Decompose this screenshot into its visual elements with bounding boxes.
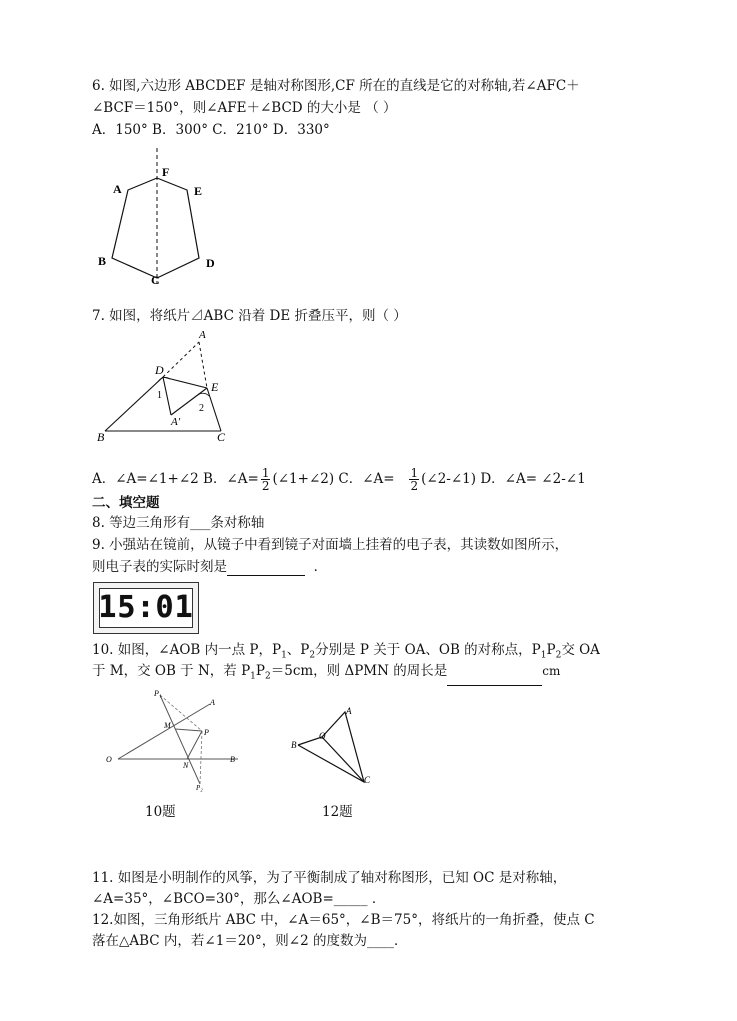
q9-line2: 则电子表的实际时刻是 ． (92, 559, 328, 575)
label-1: 1 (157, 390, 162, 401)
label-A: A (113, 182, 122, 196)
clock-readout: 15:01 (98, 590, 194, 625)
q7-options (92, 462, 586, 496)
q8: 8. 等边三角形有___条对称轴 (92, 515, 265, 531)
label-C: C (217, 430, 226, 444)
label-B: B (230, 755, 235, 764)
q7-option-c: (∠2-∠1) D．∠A= ∠2-∠1 (421, 471, 586, 487)
label-F: F (162, 165, 170, 179)
label-B: B (98, 254, 107, 268)
q7-option-a: A．∠A=∠1+∠2 B．∠A= (92, 471, 259, 487)
angle-reflection-figure (100, 688, 250, 793)
q10-line1: 10. 如图，∠AOB 内一点 P，$P_1$、$P_2$分别是 P 关于 OA、OB 的对称点，$P_1P_2$交 OA (92, 642, 600, 661)
hexagon-figure (95, 148, 225, 286)
q7-option-b: (∠1+∠2) C．∠A= (272, 471, 395, 487)
q9-line1: 9. 小强站在镜前，从镜子中看到镜子对面墙上挂着的电子表，其读数如图所示， (92, 537, 569, 553)
label-M: M (164, 721, 171, 730)
q6-line2: ∠BCF＝150°，则∠AFE＋∠BCD 的大小是 （ ） (92, 100, 397, 116)
caption-10: 10题 (145, 804, 176, 820)
label-2: 2 (199, 403, 204, 414)
label-C: C (151, 273, 160, 286)
q7-stem: 7. 如图，将纸片⊿ABC 沿着 DE 折叠压平，则（ ） (92, 308, 407, 324)
q12-line1: 12.如图，三角形纸片 ABC 中，∠A＝65°，∠B＝75°，将纸片的一角折叠，使点 C (92, 912, 595, 928)
answer-blank (447, 671, 542, 686)
kite-figure (285, 700, 385, 792)
triangle-fold-figure (95, 330, 240, 445)
label-C: C (364, 775, 371, 785)
label-P: P (204, 728, 209, 737)
q12-line2: 落在△ABC 内，若∠1＝20°，则∠2 的度数为____． (92, 933, 408, 949)
label-B: B (97, 430, 105, 444)
label-B: B (291, 740, 297, 750)
digital-clock (93, 582, 199, 634)
label-D: D (155, 363, 164, 377)
label-A-prime: A′ (171, 416, 181, 428)
label-A: A (346, 706, 352, 716)
answer-blank (227, 561, 305, 576)
label-A: A (199, 330, 206, 341)
label-N: N (183, 761, 189, 770)
label-E: E (211, 380, 219, 394)
label-P2: P₂ (196, 784, 203, 792)
caption-12: 12题 (322, 804, 353, 820)
label-O: O (106, 755, 112, 764)
q6-line1: 6. 如图,六边形 ABCDEF 是轴对称图形,CF 所在的直线是它的对称轴,若∠AFC＋ (92, 78, 580, 94)
label-P1: P₁ (154, 689, 162, 698)
q11-line2: ∠A=35°，∠BCO=30°，那么∠AOB=_____ ． (92, 891, 386, 907)
q6-options: A．150° B．300° C．210° D．330° (92, 122, 330, 138)
label-A: A (210, 698, 215, 707)
fraction-1: $\frac{1}{2}$ (261, 466, 270, 493)
label-O: O (319, 731, 326, 741)
q10-line2: 于 M，交 OB 于 N，若 $P_1P_2=5cm$，则 ΔPMN 的周长是 cm (92, 662, 560, 686)
fraction-2: $\frac{1}{2}$ (410, 466, 419, 493)
q11-line1: 11. 如图是小明制作的风筝，为了平衡制成了轴对称图形，已知 OC 是对称轴， (92, 870, 567, 886)
label-D: D (206, 256, 215, 270)
label-E: E (194, 184, 203, 198)
section-title: 二、填空题 (92, 495, 160, 511)
